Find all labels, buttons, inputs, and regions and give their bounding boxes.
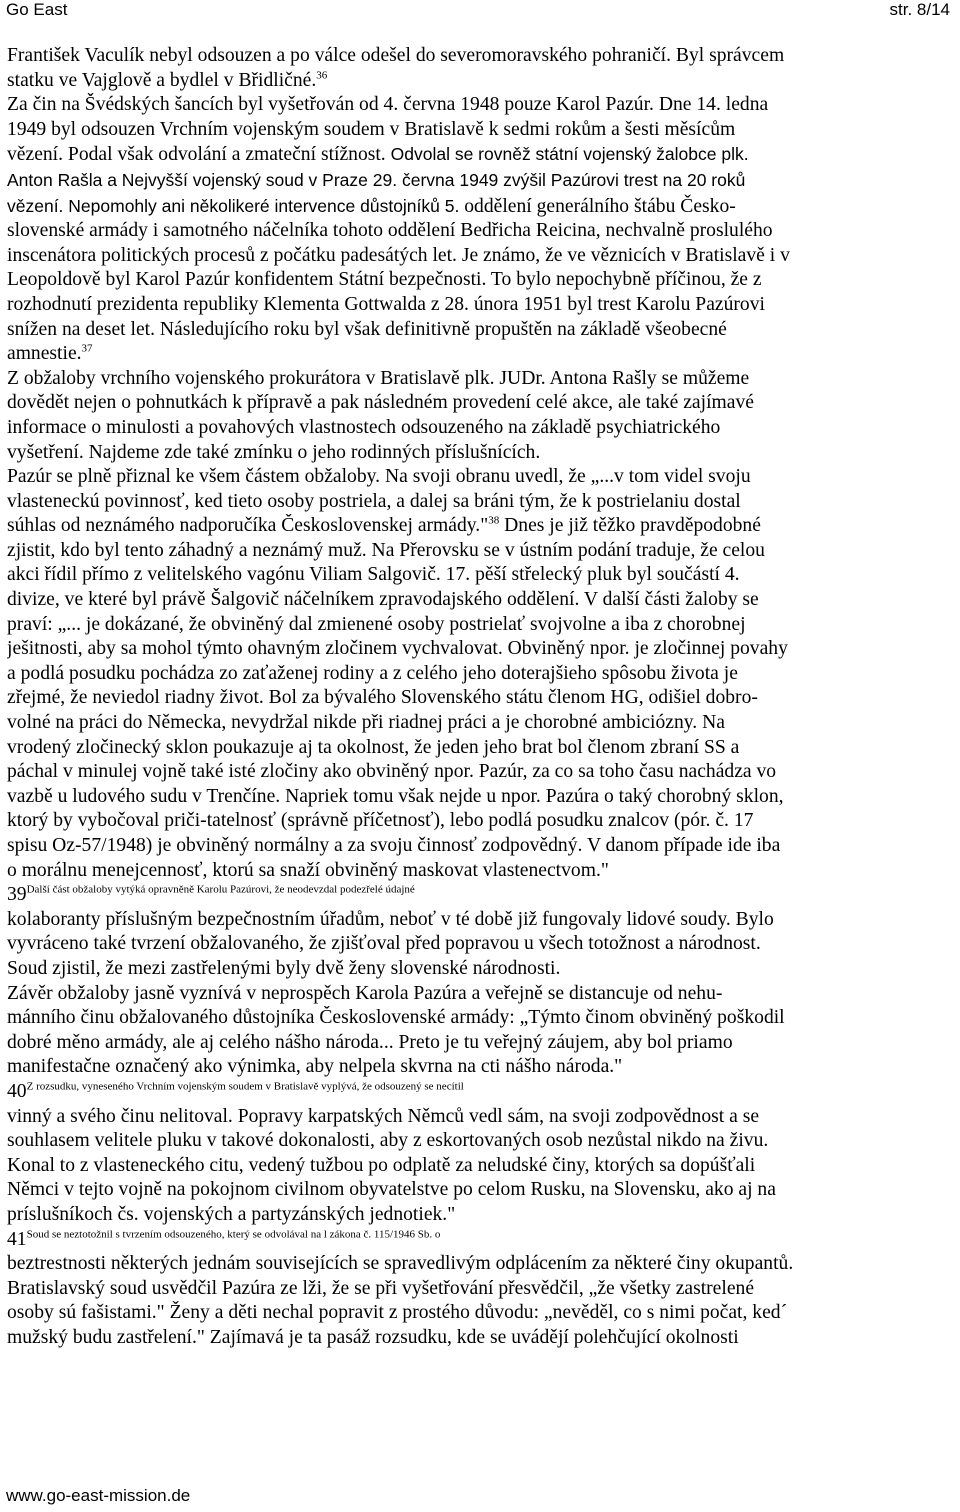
- text-line: akci řídil přímo z velitelského vagónu Viliam Salgovič. 17. pěší střelecký pluk byl součástí 4.: [7, 564, 740, 586]
- text-line: inscenátora politických procesů z počátku padesátých let. Je známo, že ve věznicích v Bratislavě i v: [7, 244, 790, 266]
- text-line: ješitnosti, aby sa mohol týmto ohavným zločinem vychvalovat. Obviněný npor. je zločinnej povahy: [7, 638, 788, 660]
- text-line: vězení. Nepomohly ani několikeré intervence důstojníků 5. oddělení generálního štábu Česko-: [7, 195, 736, 217]
- text-line: Pazúr se plně přiznal ke všem částem obžaloby. Na svoji obranu uvedl, že „...v tom videl svoju: [7, 466, 751, 488]
- footnote-ref: 36: [316, 69, 328, 82]
- text-line: rozhodnutí prezidenta republiky Klementa Gottwalda z 28. února 1951 byl trest Karolu Pazúrovi: [7, 293, 765, 315]
- text-line: Z obžaloby vrchního vojenského prokurátora v Bratislavě plk. JUDr. Antona Rašly se můžeme: [7, 367, 750, 389]
- text-line: dobré měno armády, ale aj celého nášho národa... Preto je tu veřejný záujem, aby bol priamo: [7, 1031, 733, 1053]
- text-line: dovědět nejen o pohnutkách k přípravě a pak následném provedení celé akce, ale také zajímavé: [7, 392, 754, 414]
- text-line: súhlas od neznámého nadporučíka Československej armády."$^{38}$ Dnes je již těžko pravděpodobné: [7, 514, 761, 537]
- footnote-ref: 38: [488, 514, 500, 527]
- footnote-ref: Další část obžaloby vytýká opravněně Karolu Pazúrovi, že neodevzdal podezřelé údajné: [26, 883, 415, 896]
- text-line: statku ve Vajglově a bydlel v Břidličné.$^{36}$: [7, 69, 328, 91]
- text-line: $39^{Další část obžaloby vytýká opravněně Karolu Pazúrovi, že neodevzdal podezřelé údajné}$: [7, 883, 415, 906]
- footnote-ref: Z rozsudku, vyneseného Vrchním vojenským soudem v Bratislavě vyplývá, že odsouzený se necítil: [26, 1080, 464, 1093]
- text-line: kolaboranty příslušným bezpečnostním úřadům, neboť v té době již fungovaly lidové soudy. Bylo: [7, 908, 774, 930]
- text-line: mužský budu zastřelení." Zajímavá je ta pasáž rozsudku, kde se uvádějí polehčující okolnosti: [7, 1326, 739, 1348]
- text-line: Za čin na Švédských šancích byl vyšetřován od 4. června 1948 pouze Karol Pazúr. Dne 14. ledna: [7, 94, 769, 116]
- text-line: Závěr obžaloby jasně vyznívá v neprospěch Karola Pazúra a veřejně se distancuje od nehu-: [7, 982, 723, 1004]
- text-line: osoby sú fašistami." Ženy a děti nechal popravit z prostého důvodu: „nevěděl, co s nimi počat, ked´: [7, 1302, 788, 1324]
- text-line: o morálnu menejcennosť, ktorú sa snaží obviněný maskovat vlastenectvom.": [7, 859, 609, 881]
- paragraph: [7, 465, 953, 908]
- text-line: amnestie.$^{37}$: [7, 342, 93, 365]
- text-line: volné na práci do Německa, nevydržal nikde při riadnej práci a je chorobné ambiciózny. Na: [7, 712, 725, 734]
- text-line: divize, ve které byl právě Šalgovič náčelníkem zpravodajského oddělení. V další části žaloby se: [7, 589, 759, 611]
- paragraph: [7, 44, 953, 367]
- paragraph: [7, 908, 953, 1006]
- paragraph: [7, 367, 953, 465]
- text-line: Bratislavský soud usvědčil Pazúra ze lži, že se při vyšetřování přesvědčil, „že všetky zastrelené: [7, 1277, 755, 1299]
- text-line: informace o minulosti a povahových vlastnostech odsouzeného na základě psychiatrického: [7, 416, 721, 438]
- paragraph: [7, 1006, 953, 1104]
- text-line: $41^{Soud se neztotožnil s tvrzením odsouzeného, který se odvolával na l zákona č. 115/1946 Sb. o}$: [7, 1227, 441, 1250]
- header-title: Go East: [6, 0, 68, 19]
- text-line: mánního činu obžalovaného důstojníka Československé armády: „Týmto činom obviněný poškodil: [7, 1007, 785, 1029]
- text-line: vlasteneckú povinnosť, ked tieto osoby postriela, a dalej sa bráni tým, že k postrielaniu dostal: [7, 490, 741, 512]
- footnote-ref: 37: [81, 342, 93, 355]
- text-line: vyvráceno také tvrzení obžalovaného, že zjišťoval před popravou u všech totožnost a národnost.: [7, 933, 761, 955]
- text-line: vazbě u ludového sudu v Trenčíne. Napriek tomu však nejde u npor. Pazúra o taký chorobný sklon,: [7, 785, 784, 807]
- text-line: páchal v minulej vojně také isté zločiny ako obviněný npor. Pazúr, za co sa toho času nachádza vo: [7, 761, 777, 783]
- paragraph: [7, 1252, 953, 1350]
- page-number: str. 8/14: [889, 0, 950, 19]
- text-line: príslušníkoch čs. vojenských a partyzánských jednotiek.": [7, 1203, 456, 1225]
- paragraph: [7, 1105, 953, 1253]
- text-line: zřejmé, že neviedol riadny život. Bol za bývalého Slovenského státu členom HG, odišiel dobro-: [7, 687, 758, 709]
- text-line: Anton Rašla a Nejvyšší vojenský soud v Praze 29. června 1949 zvýšil Pazúrovi trest na 20 roků: [7, 169, 746, 190]
- text-line: Konal to z vlasteneckého citu, vedený tužbou po odplatě za neludské činy, ktorých sa dopúšťali: [7, 1154, 756, 1176]
- text-line: vězení. Podal však odvolání a zmateční stížnost. Odvolal se rovněž státní vojenský žalobce plk.: [7, 144, 749, 166]
- text-line: praví: „... je dokázané, že obviněný dal zmienené osoby postrielať svojvolne a iba z chorobnej: [7, 613, 746, 635]
- text-line: ktorý by vybočoval priči-tatelnosť (správně příčetnosť), lebo podlá posudku znalcov (pór. č. 17: [7, 810, 754, 832]
- text-line: Němci v tejto vojně na pokojnom civilnom obyvatelstve po celom Rusku, na Slovensku, ako aj na: [7, 1179, 776, 1201]
- text-line: Soud zjistil, že mezi zastřelenými byly dvě ženy slovenské národnosti.: [7, 957, 561, 979]
- page-header: [0, 0, 960, 22]
- text-line: slovenské armády i samotného náčelníka tohoto oddělení Bedřicha Reicina, nechvalně proslulého: [7, 220, 773, 242]
- text-line: vinný a svého činu nelitoval. Popravy karpatských Němců vedl sám, na svoji zodpovědnost a se: [7, 1105, 760, 1127]
- text-line: manifestačne označený ako výnimka, aby nelpela skvrna na cti nášho národa.": [7, 1056, 623, 1078]
- text-line: souhlasem velitele pluku v takové dokonalosti, aby z eskortovaných osob nezůstal nikdo na živu.: [7, 1130, 769, 1152]
- text-line: František Vaculík nebyl odsouzen a po válce odešel do severomoravského pohraničí. Byl správcem: [7, 45, 785, 66]
- text-line: zjistit, kdo byl tento záhadný a neznámý muž. Na Přerovsku se v ústním podání traduje, že celou: [7, 539, 765, 561]
- text-line: beztrestnosti některých jednám souvisejících se spravedlivým odplácením za některé činy okupantů.: [7, 1253, 794, 1275]
- footnote-ref: Soud se neztotožnil s tvrzením odsouzeného, který se odvolával na l zákona č. 115/1946 Sb. o: [26, 1227, 441, 1240]
- text-line: Leopoldově byl Karol Pazúr konfidentem Státní bezpečnosti. To bylo nepochybně příčinou, že z: [7, 269, 762, 291]
- footer-url: www.go-east-mission.de: [6, 1486, 191, 1505]
- document-body: [7, 44, 953, 1350]
- text-line: 1949 byl odsouzen Vrchním vojenským soudem v Bratislavě k sedmi rokům a šesti měsícům: [7, 118, 736, 140]
- text-line: spisu Oz-57/1948) je obviněný normálny a za svoju činnosť zodpovědný. V danom případe ide iba: [7, 835, 781, 856]
- text-line: vyšetření. Najdeme zde také zmínku o jeho rodinných příslušnících.: [7, 441, 541, 463]
- text-line: a podlá posudku pochádza zo zaťaženej rodiny a z celého jeho doterajšieho spôsobu života je: [7, 662, 738, 684]
- text-line: snížen na deset let. Následujícího roku byl však definitivně propuštěn na základě všeobecné: [7, 318, 727, 340]
- text-line: vrodený zločinecký sklon poukazuje aj ta okolnost, že jeden jeho brat bol členom zbraní SS a: [7, 736, 740, 758]
- text-line: $40^{Z rozsudku, vyneseného Vrchním vojenským soudem v Bratislavě vyplývá, že odsouzený se necítil}$: [7, 1080, 464, 1102]
